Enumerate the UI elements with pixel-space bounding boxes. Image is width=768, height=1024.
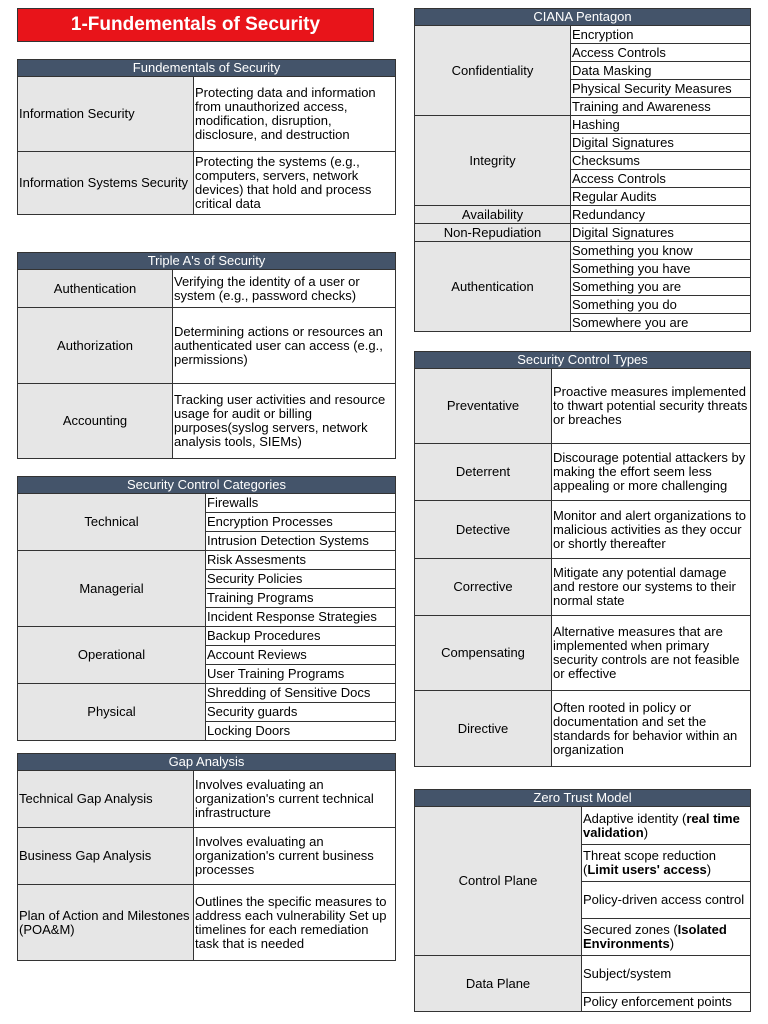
definition-cell: Often rooted in policy or documentation and set the standards for behavior within an organization bbox=[552, 691, 751, 767]
pillar-item: Regular Audits bbox=[571, 188, 751, 206]
data-plane-item: Policy enforcement points bbox=[582, 993, 751, 1012]
control-categories-table bbox=[17, 476, 396, 741]
pillar-name: Non-Repudiation bbox=[415, 224, 571, 242]
control-types-table bbox=[414, 351, 751, 767]
category-item: Account Reviews bbox=[206, 646, 396, 665]
term-cell: Information Security bbox=[18, 77, 194, 152]
triple-a-table bbox=[17, 252, 396, 459]
control-plane-label: Control Plane bbox=[415, 807, 582, 956]
pillar-item: Data Masking bbox=[571, 62, 751, 80]
term-cell: Technical Gap Analysis bbox=[18, 771, 194, 828]
pillar-item: Digital Signatures bbox=[571, 134, 751, 152]
category-name: Technical bbox=[18, 494, 206, 551]
zero-trust-table bbox=[414, 789, 751, 1012]
gap-analysis-table bbox=[17, 753, 396, 961]
pillar-item: Something you know bbox=[571, 242, 751, 260]
term-cell: Compensating bbox=[415, 616, 552, 691]
definition-cell: Proactive measures implemented to thwart potential security threats or breaches bbox=[552, 369, 751, 444]
definition-cell: Monitor and alert organizations to malicious activities as they occur or shortly thereafter bbox=[552, 501, 751, 559]
triple-a-header: Triple A's of Security bbox=[18, 253, 396, 270]
control-plane-item: Policy-driven access control bbox=[582, 882, 751, 919]
control-categories-header: Security Control Categories bbox=[18, 477, 396, 494]
definition-cell: Determining actions or resources an authenticated user can access (e.g., permissions) bbox=[173, 308, 396, 384]
zero-trust-header: Zero Trust Model bbox=[415, 790, 751, 807]
control-plane-item: Adaptive identity (real time validation) bbox=[582, 807, 751, 845]
definition-cell: Protecting the systems (e.g., computers, servers, network devices) that hold and process critical data bbox=[194, 152, 396, 215]
category-item: Incident Response Strategies bbox=[206, 608, 396, 627]
pillar-name: Confidentiality bbox=[415, 26, 571, 116]
control-plane-item: Secured zones (Isolated Environments) bbox=[582, 919, 751, 956]
pillar-item: Hashing bbox=[571, 116, 751, 134]
category-name: Physical bbox=[18, 684, 206, 741]
category-item: Locking Doors bbox=[206, 722, 396, 741]
definition-cell: Protecting data and information from unauthorized access, modification, disruption, disclosure, and destruction bbox=[194, 77, 396, 152]
term-cell: Information Systems Security bbox=[18, 152, 194, 215]
ciana-table bbox=[414, 8, 751, 332]
definition-cell: Involves evaluating an organization's current technical infrastructure bbox=[194, 771, 396, 828]
category-item: Backup Procedures bbox=[206, 627, 396, 646]
term-cell: Plan of Action and Milestones (POA&M) bbox=[18, 885, 194, 961]
category-item: Encryption Processes bbox=[206, 513, 396, 532]
pillar-item: Access Controls bbox=[571, 44, 751, 62]
page-title: 1-Fundementals of Security bbox=[17, 8, 374, 42]
fundamentals-table bbox=[17, 59, 396, 215]
pillar-item: Something you have bbox=[571, 260, 751, 278]
category-name: Operational bbox=[18, 627, 206, 684]
term-cell: Accounting bbox=[18, 384, 173, 459]
pillar-item: Physical Security Measures bbox=[571, 80, 751, 98]
pillar-item: Training and Awareness bbox=[571, 98, 751, 116]
category-item: Intrusion Detection Systems bbox=[206, 532, 396, 551]
category-item: Firewalls bbox=[206, 494, 396, 513]
definition-cell: Outlines the specific measures to address each vulnerability Set up timelines for each remediation task that is needed bbox=[194, 885, 396, 961]
pillar-item: Digital Signatures bbox=[571, 224, 751, 242]
term-cell: Corrective bbox=[415, 559, 552, 616]
term-cell: Detective bbox=[415, 501, 552, 559]
category-item: Training Programs bbox=[206, 589, 396, 608]
pillar-name: Integrity bbox=[415, 116, 571, 206]
control-types-header: Security Control Types bbox=[415, 352, 751, 369]
pillar-name: Authentication bbox=[415, 242, 571, 332]
category-item: Security Policies bbox=[206, 570, 396, 589]
definition-cell: Verifying the identity of a user or system (e.g., password checks) bbox=[173, 270, 396, 308]
definition-cell: Involves evaluating an organization's current business processes bbox=[194, 828, 396, 885]
category-name: Managerial bbox=[18, 551, 206, 627]
term-cell: Authentication bbox=[18, 270, 173, 308]
category-item: User Training Programs bbox=[206, 665, 396, 684]
term-cell: Preventative bbox=[415, 369, 552, 444]
pillar-item: Checksums bbox=[571, 152, 751, 170]
term-cell: Directive bbox=[415, 691, 552, 767]
definition-cell: Tracking user activities and resource usage for audit or billing purposes(syslog servers, network analysis tools, SIEMs) bbox=[173, 384, 396, 459]
term-cell: Business Gap Analysis bbox=[18, 828, 194, 885]
category-item: Security guards bbox=[206, 703, 396, 722]
category-item: Shredding of Sensitive Docs bbox=[206, 684, 396, 703]
term-cell: Deterrent bbox=[415, 444, 552, 501]
pillar-item: Encryption bbox=[571, 26, 751, 44]
gap-analysis-header: Gap Analysis bbox=[18, 754, 396, 771]
data-plane-label: Data Plane bbox=[415, 956, 582, 1012]
fundamentals-header: Fundementals of Security bbox=[18, 60, 396, 77]
definition-cell: Discourage potential attackers by making the effort seem less appealing or more challenging bbox=[552, 444, 751, 501]
ciana-header: CIANA Pentagon bbox=[415, 9, 751, 26]
definition-cell: Alternative measures that are implemented when primary security controls are not feasible or effective bbox=[552, 616, 751, 691]
category-item: Risk Assesments bbox=[206, 551, 396, 570]
control-plane-item: Threat scope reduction (Limit users' access) bbox=[582, 845, 751, 882]
pillar-item: Redundancy bbox=[571, 206, 751, 224]
pillar-item: Somewhere you are bbox=[571, 314, 751, 332]
term-cell: Authorization bbox=[18, 308, 173, 384]
definition-cell: Mitigate any potential damage and restore our systems to their normal state bbox=[552, 559, 751, 616]
data-plane-item: Subject/system bbox=[582, 956, 751, 993]
pillar-item: Something you are bbox=[571, 278, 751, 296]
pillar-item: Access Controls bbox=[571, 170, 751, 188]
pillar-item: Something you do bbox=[571, 296, 751, 314]
pillar-name: Availability bbox=[415, 206, 571, 224]
